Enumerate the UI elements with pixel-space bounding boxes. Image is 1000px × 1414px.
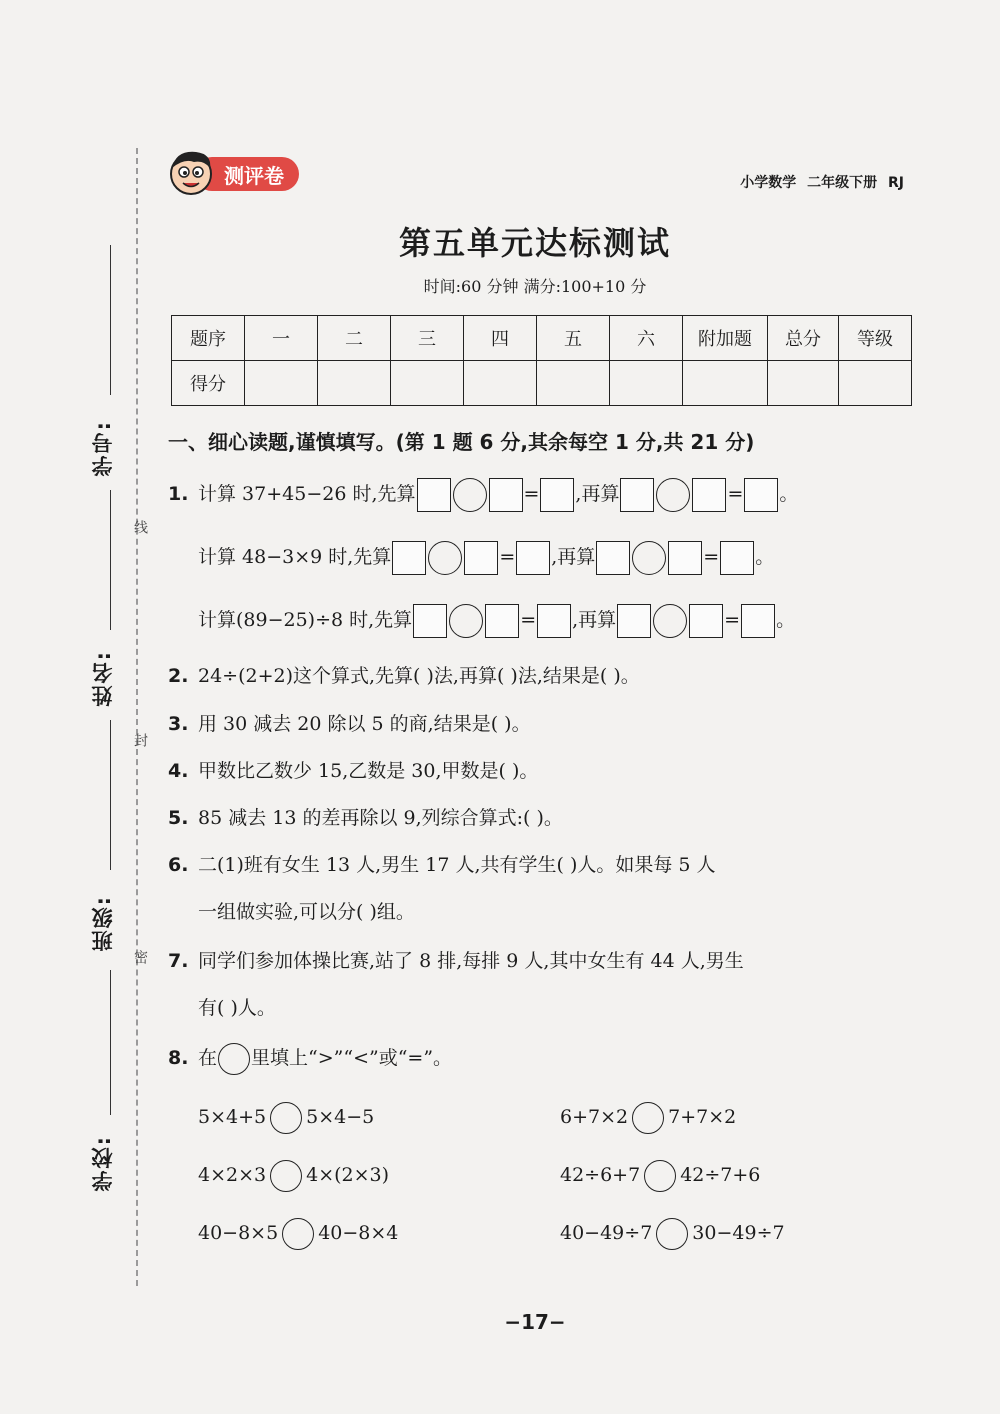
score-cell[interactable] [537, 361, 610, 406]
compare-item [560, 1160, 760, 1192]
score-cell[interactable] [839, 361, 912, 406]
equals-sign: = [703, 546, 720, 568]
equals-sign: = [724, 609, 741, 631]
exam-meta: 时间:60 分钟 满分:100+10 分 [423, 277, 647, 296]
table-cell: 四 [464, 316, 537, 361]
then-text: ,再算 [572, 609, 617, 631]
compare-right: 4×(2×3) [306, 1164, 390, 1186]
section-heading: 一、细心读题,谨慎填写。(第 1 题 6 分,其余每空 1 分,共 21 分) [168, 430, 755, 454]
question-text: 有( )人。 [198, 997, 276, 1019]
question-number: 7. [168, 950, 189, 972]
table-cell: 二 [318, 316, 391, 361]
circle-symbol-icon [218, 1043, 250, 1075]
answer-box[interactable] [720, 541, 754, 575]
question-1a [168, 478, 798, 512]
score-cell[interactable] [391, 361, 464, 406]
period: 。 [779, 483, 799, 505]
compare-item [560, 1218, 785, 1250]
binding-dashed-line [136, 148, 138, 1286]
table-cell: 等级 [839, 316, 912, 361]
answer-box[interactable] [689, 604, 723, 638]
question-text: 计算 37+45−26 时,先算 [198, 483, 416, 505]
equals-sign: = [520, 609, 537, 631]
page-title: 第五单元达标测试 [398, 224, 671, 262]
answer-box[interactable] [540, 478, 574, 512]
operator-circle[interactable] [453, 478, 487, 512]
compare-item [198, 1102, 374, 1134]
question-6 [168, 850, 716, 880]
equals-sign: = [523, 483, 540, 505]
answer-box[interactable] [464, 541, 498, 575]
answer-box[interactable] [417, 478, 451, 512]
compare-right: 7+7×2 [668, 1106, 737, 1128]
student-id-label: 学号: [91, 420, 115, 477]
question-number: 2. [168, 665, 189, 687]
table-cell: 五 [537, 316, 610, 361]
question-text: 85 减去 13 的差再除以 9,列综合算式:( )。 [198, 807, 563, 829]
question-7-cont [198, 993, 276, 1023]
answer-box[interactable] [617, 604, 651, 638]
score-cell[interactable] [683, 361, 768, 406]
table-cell: 三 [391, 316, 464, 361]
equals-sign: = [499, 546, 516, 568]
seal-mark-line: 线 [132, 520, 148, 534]
equals-sign: = [727, 483, 744, 505]
compare-circle[interactable] [656, 1218, 688, 1250]
answer-box[interactable] [413, 604, 447, 638]
compare-right: 5×4−5 [306, 1106, 375, 1128]
table-cell: 总分 [768, 316, 839, 361]
class-rule [110, 720, 111, 870]
period: 。 [755, 546, 775, 568]
badge-text: 测评卷 [224, 164, 284, 188]
compare-left: 4×2×3 [198, 1164, 267, 1186]
course-info: 小学数学 二年级下册 RJ [740, 175, 904, 191]
seal-mark-close: 密 [132, 950, 148, 964]
school-label: 学校: [91, 1135, 115, 1192]
question-text: 二(1)班有女生 13 人,男生 17 人,共有学生( )人。如果每 5 人 [198, 854, 716, 876]
question-number: 5. [168, 807, 189, 829]
question-text: 一组做实验,可以分( )组。 [198, 901, 415, 923]
answer-box[interactable] [392, 541, 426, 575]
answer-box[interactable] [516, 541, 550, 575]
question-number: 4. [168, 760, 189, 782]
question-text: 用 30 减去 20 除以 5 的商,结果是( )。 [198, 713, 531, 735]
operator-circle[interactable] [656, 478, 690, 512]
answer-box[interactable] [744, 478, 778, 512]
school-rule [110, 970, 111, 1115]
table-cell: 一 [245, 316, 318, 361]
score-table-header-row [172, 316, 912, 361]
name-label: 姓名: [91, 650, 115, 707]
then-text: ,再算 [575, 483, 620, 505]
score-table [171, 315, 912, 406]
score-table-score-row [172, 361, 912, 406]
table-cell: 六 [610, 316, 683, 361]
question-text: 计算 48−3×9 时,先算 [198, 546, 392, 568]
compare-left: 5×4+5 [198, 1106, 267, 1128]
question-3 [168, 709, 531, 739]
question-8 [168, 1043, 452, 1075]
operator-circle[interactable] [428, 541, 462, 575]
question-text: 同学们参加体操比赛,站了 8 排,每排 9 人,其中女生有 44 人,男生 [198, 950, 744, 972]
compare-circle[interactable] [270, 1102, 302, 1134]
compare-left: 40−49÷7 [560, 1222, 653, 1244]
class-label: 班级: [91, 895, 115, 952]
question-text: 里填上“>”“<”或“=”。 [251, 1047, 453, 1069]
student-id-rule [110, 245, 111, 395]
score-cell[interactable] [464, 361, 537, 406]
answer-box[interactable] [741, 604, 775, 638]
answer-box[interactable] [620, 478, 654, 512]
answer-box[interactable] [596, 541, 630, 575]
operator-circle[interactable] [632, 541, 666, 575]
question-text: 24÷(2+2)这个算式,先算( )法,再算( )法,结果是( )。 [198, 665, 640, 687]
seal-mark-seal: 封 [132, 733, 148, 747]
question-2 [168, 661, 640, 691]
then-text: ,再算 [551, 546, 596, 568]
compare-circle[interactable] [644, 1160, 676, 1192]
question-1c [198, 604, 795, 638]
table-cell: 附加题 [683, 316, 768, 361]
score-cell[interactable] [318, 361, 391, 406]
compare-left: 40−8×5 [198, 1222, 279, 1244]
score-cell[interactable] [610, 361, 683, 406]
compare-circle[interactable] [270, 1160, 302, 1192]
answer-box[interactable] [485, 604, 519, 638]
compare-circle[interactable] [632, 1102, 664, 1134]
question-text: 计算(89−25)÷8 时,先算 [198, 609, 413, 631]
question-7 [168, 946, 744, 976]
operator-circle[interactable] [653, 604, 687, 638]
question-4 [168, 756, 538, 786]
operator-circle[interactable] [449, 604, 483, 638]
score-cell[interactable] [768, 361, 839, 406]
question-6-cont [198, 897, 415, 927]
answer-box[interactable] [537, 604, 571, 638]
question-1b [198, 541, 774, 575]
question-number: 3. [168, 713, 189, 735]
period: 。 [776, 609, 796, 631]
compare-circle[interactable] [282, 1218, 314, 1250]
compare-right: 42÷7+6 [680, 1164, 761, 1186]
answer-box[interactable] [489, 478, 523, 512]
answer-box[interactable] [692, 478, 726, 512]
compare-right: 40−8×4 [318, 1222, 399, 1244]
question-number: 8. [168, 1047, 189, 1069]
compare-item [560, 1102, 736, 1134]
name-rule [110, 490, 111, 630]
question-text: 甲数比乙数少 15,乙数是 30,甲数是( )。 [198, 760, 539, 782]
compare-left: 42÷6+7 [560, 1164, 641, 1186]
question-number: 1. [168, 483, 189, 505]
table-cell: 得分 [172, 361, 245, 406]
page-number: −17− [504, 1310, 566, 1334]
score-cell[interactable] [245, 361, 318, 406]
question-number: 6. [168, 854, 189, 876]
compare-left: 6+7×2 [560, 1106, 629, 1128]
answer-box[interactable] [668, 541, 702, 575]
question-5 [168, 803, 563, 833]
table-cell: 题序 [172, 316, 245, 361]
compare-item [198, 1160, 389, 1192]
compare-right: 30−49÷7 [692, 1222, 785, 1244]
question-text: 在 [198, 1047, 218, 1069]
compare-item [198, 1218, 398, 1250]
